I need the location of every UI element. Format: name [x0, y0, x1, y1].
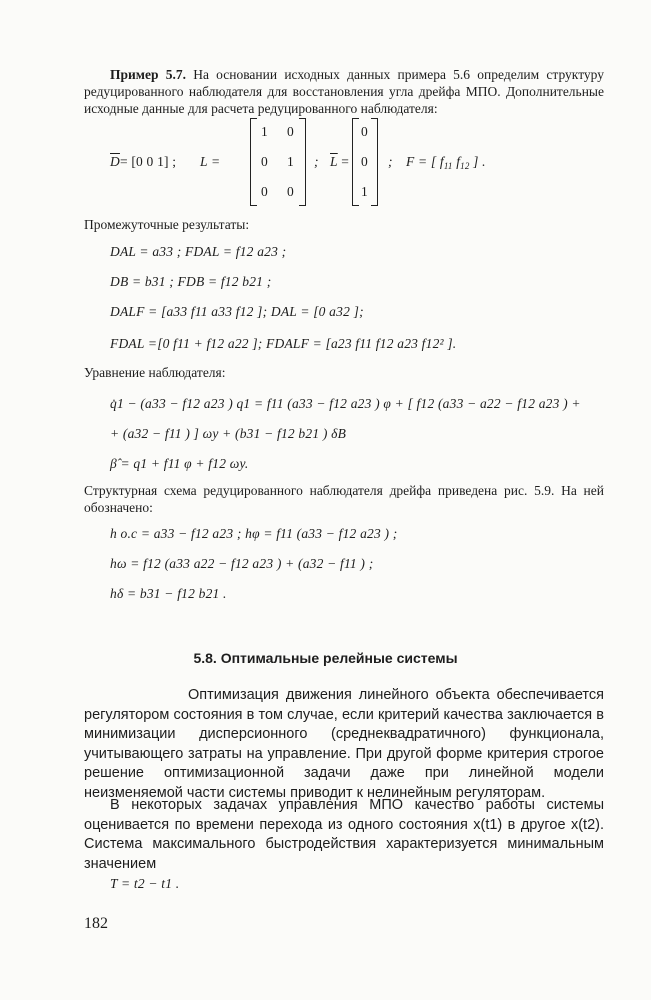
matrix-d: $\overline{D}= [0$ 0 1] ; [110, 154, 177, 169]
result-line-4: FDAL =[0 f11 + f12 a22 ]; FDALF = [a23 f11 f12 a23 f12² ]. [110, 336, 457, 351]
example-paragraph [84, 66, 604, 117]
example-label: Пример 5.7. [110, 67, 186, 82]
intermediate-label: Промежуточные результаты: [84, 217, 250, 232]
matrix-l: 1 0 0 1 0 0 [250, 118, 306, 206]
separator: ; [314, 154, 319, 169]
result-line-3: DALF = [a33 f11 a33 f12 ]; DAL = [0 a32 ]; [110, 304, 364, 319]
scheme-paragraph: Структурная схема редуцированного наблюдателя дрейфа приведена рис. 5.9. На ней обозначено: [84, 483, 604, 515]
separator: ; [388, 154, 393, 169]
example-text: На основании исходных данных примера 5.6 определим структуру редуцированного наблюдателя для восстановления угла дрейфа МПО. Дополнительные исходные данные для расчета редуцированного наблюдателя: [84, 67, 604, 116]
matrix-f: F = [ $f_{11}$ $f_{12}$ ] . [406, 154, 486, 171]
observer-line-1: q̇1 − (a33 − f12 a23 ) q1 = f11 (a33 − f12 a23 ) φ + [ f12 (a33 − a22 − f12 a23 ) + [110, 396, 581, 411]
matrix-l-label: L = [200, 154, 221, 169]
page-number: 182 [84, 915, 108, 932]
matrix-lbar-label: $\overline{L}$ = [330, 154, 350, 169]
gain-line-2: hω = f12 (a33 a22 − f12 a23 ) + (a32 − f11 ) ; [110, 556, 374, 571]
paragraph-2: В некоторых задачах управления МПО качество работы системы оценивается по времени перехода из одного состояния x(t1) в другое x(t2). Система максимального быстродействия характеризуется минимальным значением [84, 797, 604, 872]
result-line-2: DB = b31 ; FDB = f12 b21 ; [110, 274, 272, 289]
observer-line-3: β̂ = q1 + f11 φ + f12 ωy. [110, 456, 249, 471]
observer-line-2: + (a32 − f11 ) ] ωy + (b31 − f12 b21 ) δB [110, 426, 347, 441]
observer-label: Уравнение наблюдателя: [84, 365, 226, 380]
final-equation: T = t2 − t1 . [110, 876, 180, 891]
result-line-1: DAL = a33 ; FDAL = f12 a23 ; [110, 244, 287, 259]
paragraph-1: Оптимизация движения линейного объекта обеспечивается регулятором состояния в том случае, если критерий качества заключается в минимизации дисперсионного (среднеквадратичного) функционала, учитывающего затраты на управление. При другой форме критерия строгое решение оптимизационной задачи даже при линейной модели неизменяемой части системы приводит к нелинейным регуляторам. [84, 687, 604, 801]
matrix-lbar: 0 0 1 [352, 118, 378, 206]
section-title: 5.8. Оптимальные релейные системы [193, 650, 458, 666]
gain-line-1: h o.c = a33 − f12 a23 ; hφ = f11 (a33 − f12 a23 ) ; [110, 526, 398, 541]
gain-line-3: hδ = b31 − f12 b21 . [110, 586, 227, 601]
